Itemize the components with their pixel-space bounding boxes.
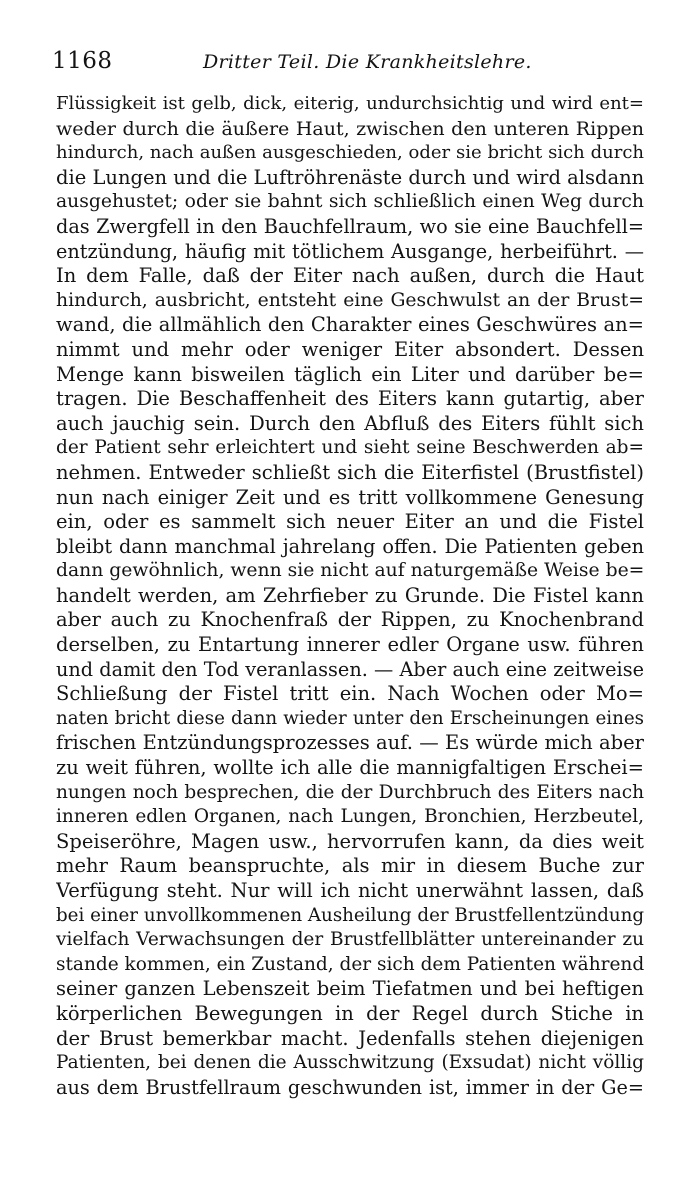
text-line: nehmen. Entweder schließt sich die Eiterfistel (Brustfistel) (56, 460, 644, 484)
text-line: zu weit führen, wollte ich alle die mannigfaltigen Erschei= (56, 756, 644, 780)
text-line: weder durch die äußere Haut, zwischen den unteren Rippen (56, 117, 644, 140)
text-line: hindurch, ausbricht, entsteht eine Geschwulst an der Brust= (56, 289, 644, 311)
text-line: Patienten, bei denen die Ausschwitzung (Exsudat) nicht völlig (56, 1052, 644, 1074)
text-line: und damit den Tod veranlassen. — Aber auch eine zeitweise (56, 657, 644, 681)
text-line: bleibt dann manchmal jahrelang offen. Die Patienten geben (56, 534, 644, 558)
text-line: naten bricht diese dann wieder unter den Erscheinungen eines (56, 707, 644, 729)
page-number: 1168 (52, 48, 113, 74)
text-line: bei einer unvollkommenen Ausheilung der Brustfellentzündung (56, 904, 644, 926)
text-line: aber auch zu Knochenfraß der Rippen, zu Knochenbrand (56, 608, 644, 632)
text-line: handelt werden, am Zehrfieber zu Grunde. Die Fistel kann (56, 583, 644, 607)
text-line: tragen. Die Beschaffenheit des Eiters kann gutartig, aber (56, 387, 644, 411)
text-line: nimmt und mehr oder weniger Eiter absondert. Dessen (56, 337, 644, 361)
text-line: mehr Raum beanspruchte, als mir in diesem Buche zur (56, 854, 644, 878)
text-line: Speiseröhre, Magen usw., hervorrufen kann, da dies weit (56, 829, 644, 853)
text-line: frischen Entzündungsprozesses auf. — Es würde mich aber (56, 731, 644, 755)
text-line: stande kommen, ein Zustand, der sich dem Patienten während (56, 953, 644, 975)
text-line: das Zwergfell in den Bauchfellraum, wo sie eine Bauchfell= (56, 214, 644, 238)
text-line: dann gewöhnlich, wenn sie nicht auf naturgemäße Weise be= (56, 560, 644, 582)
text-line: aus dem Brustfellraum geschwunden ist, immer in der Ge= (56, 1075, 644, 1099)
text-line: entzündung, häufig mit tötlichem Ausgange, herbeiführt. — (56, 239, 644, 263)
body-text (56, 92, 644, 1100)
text-line: Menge kann bisweilen täglich ein Liter und darüber be= (56, 362, 644, 386)
text-line: In dem Falle, daß der Eiter nach außen, durch die Haut (56, 264, 644, 288)
text-line: der Brust bemerkbar macht. Jedenfalls stehen diejenigen (56, 1026, 644, 1050)
text-line: hindurch, nach außen ausgeschieden, oder sie bricht sich durch (56, 142, 644, 164)
running-head: Dritter Teil. Die Krankheitslehre. (203, 51, 532, 73)
text-line: die Lungen und die Luftröhrenäste durch und wird alsdann (56, 165, 644, 189)
text-line: wand, die allmählich den Charakter eines Geschwüres an= (56, 313, 644, 337)
text-line: Schließung der Fistel tritt ein. Nach Wochen oder Mo= (56, 682, 644, 706)
text-line: vielfach Verwachsungen der Brustfellblätter untereinander zu (56, 929, 644, 951)
text-line: seiner ganzen Lebenszeit beim Tiefatmen und bei heftigen (56, 977, 644, 1001)
text-line: ein, oder es sammelt sich neuer Eiter an und die Fistel (56, 510, 644, 534)
text-line: der Patient sehr erleichtert und sieht seine Beschwerden ab= (56, 437, 644, 459)
text-line: Flüssigkeit ist gelb, dick, eiterig, undurchsichtig und wird ent= (56, 93, 644, 114)
text-line: Verfügung steht. Nur will ich nicht unerwähnt lassen, daß (56, 879, 644, 902)
page-header (52, 48, 642, 78)
text-line: auch jauchig sein. Durch den Abfluß des Eiters fühlt sich (56, 411, 644, 435)
text-line: derselben, zu Entartung innerer edler Organe usw. führen (56, 633, 644, 657)
text-line: nungen noch besprechen, die der Durchbruch des Eiters nach (56, 781, 644, 803)
text-line: nun nach einiger Zeit und es tritt vollkommene Genesung (56, 485, 644, 509)
text-line: körperlichen Bewegungen in der Regel durch Stiche in (56, 1001, 644, 1025)
text-line: inneren edlen Organen, nach Lungen, Bronchien, Herzbeutel, (56, 806, 644, 828)
text-line: ausgehustet; oder sie bahnt sich schließlich einen Weg durch (56, 191, 644, 213)
